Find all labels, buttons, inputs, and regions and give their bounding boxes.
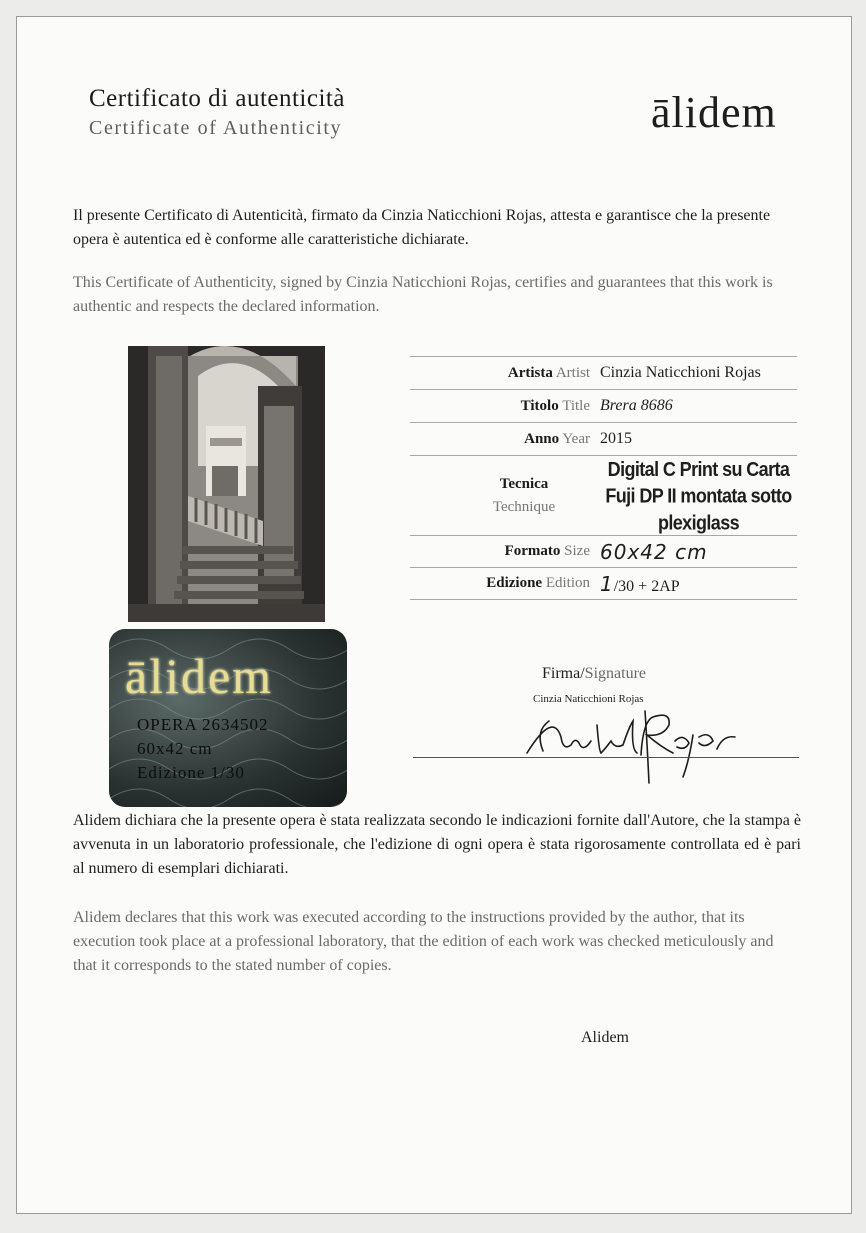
declaration-text-it: Alidem dichiara che la presente opera è stata realizzata secondo le indicazioni fornite dall'Autore, che la stampa è avvenuta in un laboratorio professionale, che l'edizione di ogni opera è stata rigorosamente controllata ed è pari al numero di esemplari dichiarati. — [73, 812, 801, 877]
intro-text-it: Il presente Certificato di Autenticità, firmato da Cinzia Naticchioni Rojas, attesta e garantisce che la presente opera è autentica ed è conforme alle caratteristiche dichiarate. — [73, 207, 771, 248]
detail-row-size — [410, 536, 797, 568]
detail-row-edition — [410, 568, 797, 600]
value-edition-handwritten: 1 — [600, 571, 614, 596]
value-technique-stamp: Digital C Print su Carta Fuji DP II montata sotto plexiglass — [605, 457, 792, 534]
label-artist-en: Artist — [555, 364, 590, 381]
value-artist: Cinzia Naticchioni Rojas — [600, 357, 797, 390]
certificate-title-en: Certificate of Authenticity — [89, 117, 343, 139]
detail-row-year — [410, 423, 797, 456]
declaration-text-en: Alidem declares that this work was executed according to the instructions provided by the author, that its execution took place at a professional laboratory, that the edition of each work was checked meticulously and that it corresponds to the stated number of copies. — [73, 909, 774, 974]
label-year-en: Year — [562, 430, 590, 447]
signature-label-en: Signature — [584, 665, 646, 682]
hologram-size: 60x42 cm — [137, 739, 213, 758]
label-title-it: Titolo — [520, 397, 559, 414]
detail-row-technique — [410, 456, 797, 536]
intro-text-en: This Certificate of Authenticity, signed by Cinzia Naticchioni Rojas, certifies and guarantees that this work is authentic and respects the declared information. — [73, 274, 773, 315]
signature-label-it: Firma — [542, 665, 581, 682]
detail-row-artist — [410, 357, 797, 390]
signature-label: Firma/Signature — [542, 665, 646, 682]
detail-row-title — [410, 390, 797, 423]
artwork-details-table — [410, 356, 797, 600]
hologram-edition: Edizione 1/30 — [137, 763, 245, 782]
value-title: Brera 8686 — [600, 390, 797, 423]
signature-line — [413, 757, 799, 758]
hologram-sticker — [109, 629, 347, 807]
label-year-it: Anno — [524, 430, 560, 447]
value-edition-total: /30 + 2AP — [613, 577, 680, 595]
label-edition-en: Edition — [545, 575, 590, 591]
logo-text: ālidem — [651, 88, 777, 137]
certificate-sheet — [16, 16, 852, 1214]
hologram-opera-number: OPERA 2634502 — [137, 715, 269, 734]
artwork-staircase-image — [128, 346, 325, 622]
certificate-title-it: Certificato di autenticità — [89, 85, 345, 112]
label-technique-en: Technique — [492, 498, 556, 515]
artwork-photo — [128, 346, 325, 622]
hologram-brand: ālidem — [125, 648, 274, 704]
label-title-en: Title — [562, 397, 590, 414]
value-size-handwritten: 60x42 cm — [600, 539, 708, 564]
label-edition-it: Edizione — [486, 575, 543, 591]
label-technique-it: Tecnica — [499, 475, 549, 492]
value-year: 2015 — [600, 423, 797, 456]
handwritten-signature — [513, 691, 743, 787]
issuer-name: Alidem — [581, 1029, 629, 1046]
label-size-it: Formato — [504, 543, 561, 559]
label-artist-it: Artista — [507, 364, 553, 381]
label-size-en: Size — [564, 543, 590, 559]
signature-printed-name: Cinzia Naticchioni Rojas — [533, 693, 644, 705]
alidem-logo — [651, 87, 777, 138]
